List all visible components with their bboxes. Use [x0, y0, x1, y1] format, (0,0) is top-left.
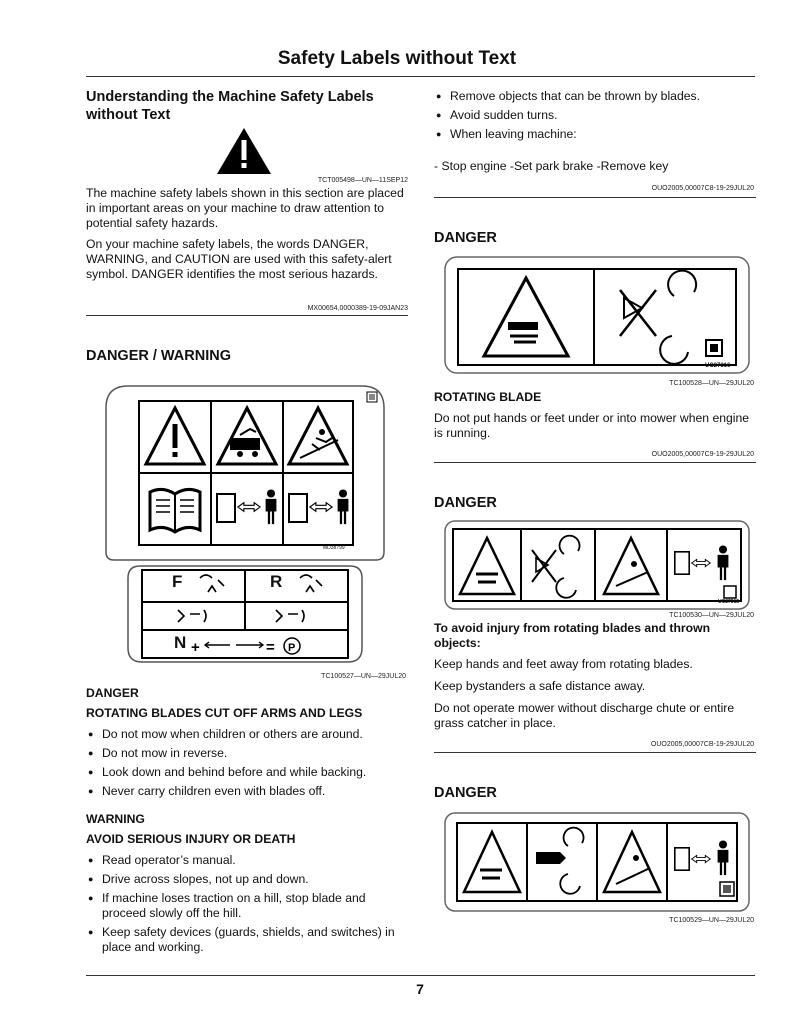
intro-para-2: On your machine safety labels, the words DANGER, WARNING, and CAUTION are used with this safety-alert symbol. DANGER identifies the most serious hazards. — [86, 237, 392, 281]
list-item: ● Drive across slopes, not up and down. — [86, 872, 408, 887]
safety-alert-icon — [215, 126, 273, 176]
danger1-rule — [434, 462, 756, 463]
danger3-label — [444, 812, 750, 914]
list-item: ● Avoid sudden turns. — [434, 108, 756, 123]
list-item: ● Read operator’s manual. — [86, 853, 408, 868]
intro-image-code: TCT005498—UN—11SEP12 — [317, 177, 408, 184]
dw-warning-list — [86, 853, 408, 959]
stop-line: - Stop engine -Set park brake -Remove key — [434, 159, 669, 173]
danger-warning-heading: DANGER / WARNING — [86, 348, 231, 364]
danger2-ref: OUO2005,00007CB-19-29JUL20 — [650, 741, 754, 748]
intro-ref: MX00654,0000389-19-09JAN23 — [307, 305, 408, 312]
intro-heading: Understanding the Machine Safety Labels without Text — [86, 89, 374, 123]
page-number: 7 — [416, 981, 424, 997]
danger2-label-id: UC27315 — [718, 599, 740, 605]
danger1-label-id: UC27316 — [705, 363, 731, 369]
danger1-image-code: TC100528—UN—29JUL20 — [669, 380, 754, 387]
svg-text:=: = — [266, 639, 275, 656]
danger1-sub: ROTATING BLADE — [434, 390, 542, 404]
list-item: ● Keep safety devices (guards, shields, and switches) in place and working. — [86, 925, 408, 955]
page-title: Safety Labels without Text — [277, 48, 517, 69]
danger1-ref: OUO2005,00007C9-19-29JUL20 — [651, 451, 754, 458]
intro-rule — [86, 315, 408, 316]
danger2-sub: To avoid injury from rotating blades and thrown objects: — [434, 621, 711, 650]
gear-r: R — [270, 572, 283, 591]
dw-warning-sub: AVOID SERIOUS INJURY OR DEATH — [86, 832, 296, 846]
danger2-p2: Keep bystanders a safe distance away. — [434, 679, 646, 693]
dw-danger-sub: ROTATING BLADES CUT OFF ARMS AND LEGS — [86, 706, 363, 720]
danger2-label — [444, 520, 750, 612]
right-top-rule — [434, 197, 756, 198]
dw-danger-title: DANGER — [86, 686, 139, 700]
svg-text:+: + — [191, 639, 200, 656]
gear-n: N — [174, 633, 187, 652]
list-item: ● Look down and behind before and while backing. — [86, 765, 408, 780]
intro-para-1: The machine safety labels shown in this section are placed in important areas on your machine to draw attention to potential safety hazards. — [86, 186, 404, 230]
list-item: ● If machine loses traction on a hill, stop blade and proceed slowly off the hill. — [86, 891, 408, 921]
danger2-rule — [434, 752, 756, 753]
danger2-heading: DANGER — [434, 495, 497, 511]
dw-label-id: MD38799 — [323, 545, 345, 551]
danger1-text: Do not put hands or feet under or into mower when engine is running. — [434, 411, 750, 440]
danger1-heading: DANGER — [434, 230, 497, 246]
title-rule — [86, 76, 755, 77]
danger1-label — [444, 256, 750, 378]
danger3-image-code: TC100529—UN—29JUL20 — [669, 917, 754, 924]
list-item: ● When leaving machine: — [434, 127, 756, 142]
right-top-list — [434, 89, 756, 146]
danger-warning-label — [100, 380, 390, 664]
svg-text:P: P — [288, 642, 296, 654]
danger2-p1: Keep hands and feet away from rotating blades. — [434, 657, 693, 671]
footer-rule — [86, 975, 755, 976]
dw-warning-title: WARNING — [86, 812, 145, 826]
dw-image-code: TC100527—UN—29JUL20 — [321, 673, 406, 680]
list-item: ● Do not mow in reverse. — [86, 746, 408, 761]
list-item: ● Remove objects that can be thrown by blades. — [434, 89, 756, 104]
danger3-heading: DANGER — [434, 785, 497, 801]
dw-danger-list — [86, 727, 408, 803]
list-item: ● Do not mow when children or others are around. — [86, 727, 408, 742]
right-top-ref: OUO2005,00007C8-19-29JUL20 — [651, 185, 754, 192]
danger2-p3: Do not operate mower without discharge chute or entire grass catcher in place. — [434, 701, 735, 730]
danger2-image-code: TC100530—UN—29JUL20 — [669, 612, 754, 619]
list-item: ● Never carry children even with blades off. — [86, 784, 408, 799]
gear-f: F — [172, 572, 183, 591]
